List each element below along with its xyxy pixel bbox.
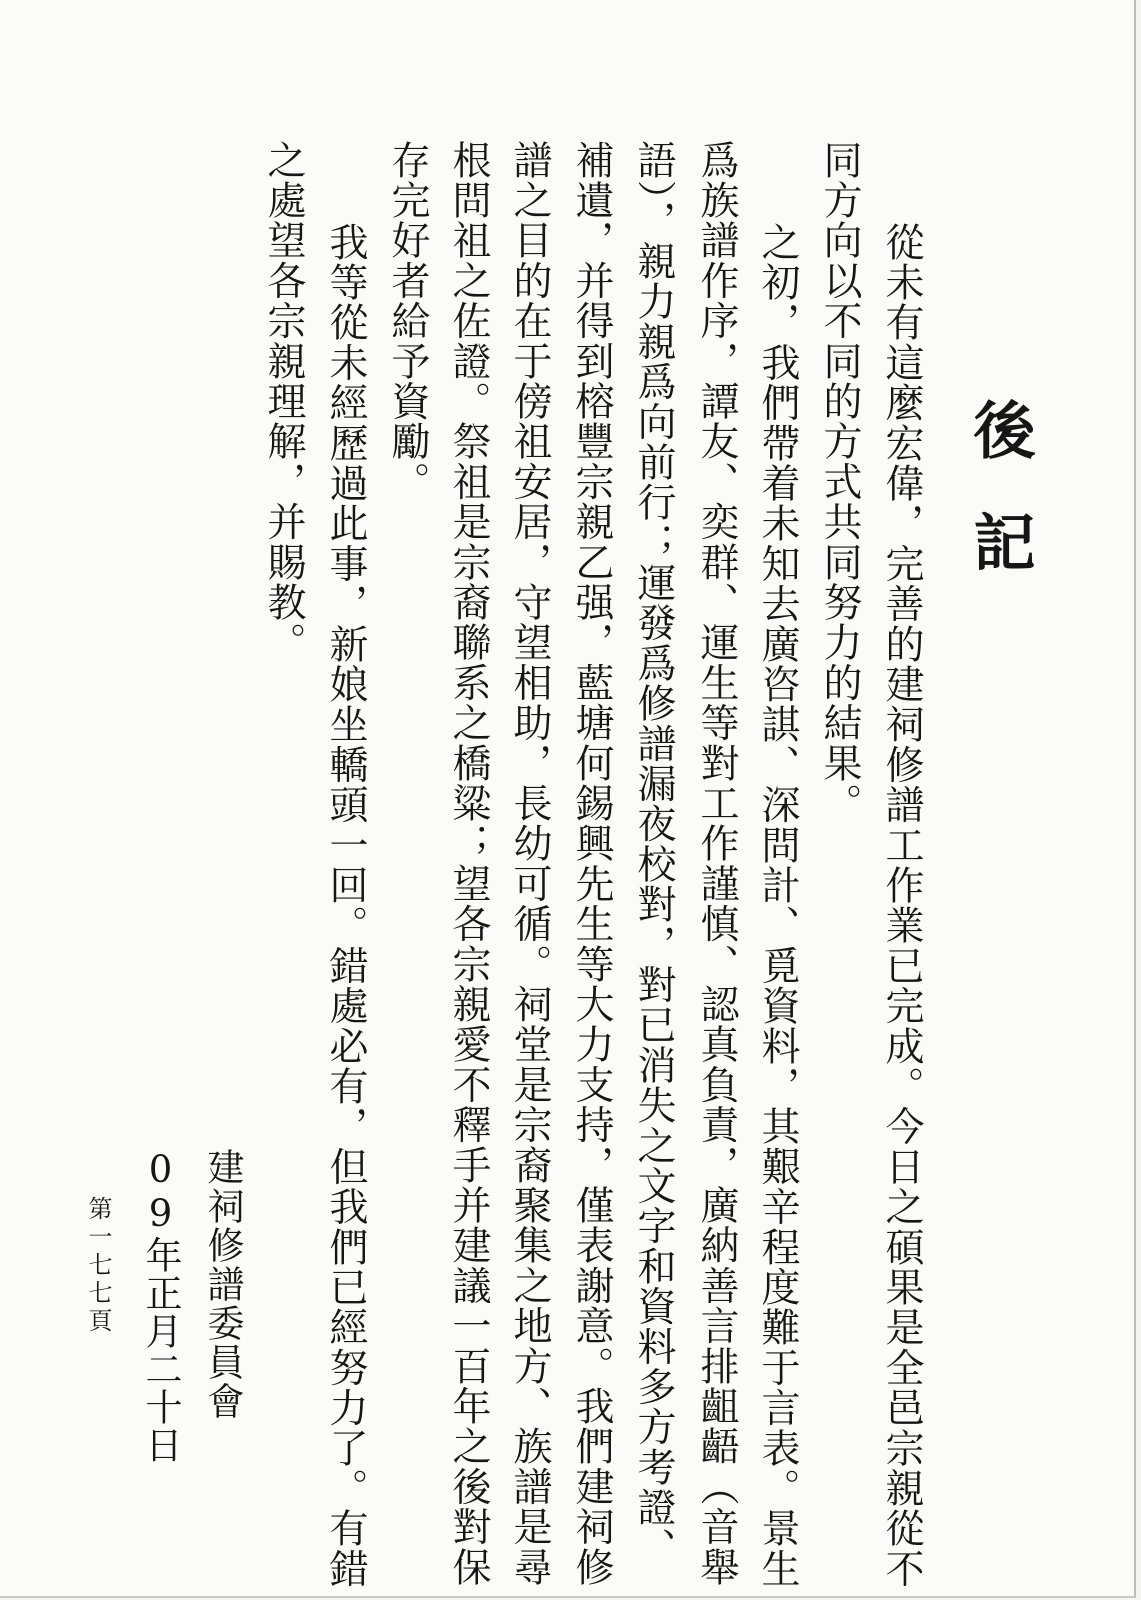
title-char-1: 後 [963, 398, 1036, 460]
paragraph-2-line-6: 根問祖之佐證。祭祖是宗裔聯系之橋粱；望各宗親愛不釋手并建議一百年之後對保 [446, 140, 491, 1588]
paragraph-3-line-2: 之處望各宗親理解，并賜教。 [261, 140, 306, 663]
page-number: 第一七七頁 [84, 1196, 112, 1336]
paragraph-2-line-5: 譜之目的在于傍祖安居，守望相助，長幼可循。祠堂是宗裔聚集之地方、族譜是尋 [507, 140, 552, 1588]
title-char-2: 記 [963, 510, 1036, 572]
paragraph-2-line-2: 爲族譜作序，譚友、奕群、運生等對工作謹慎、認真負責，廣納善言排齟齬（音舉 [694, 140, 739, 1588]
paragraph-1-line-2: 同方向以不同的方式共同努力的結果。 [817, 140, 862, 824]
paragraph-3-line-1: 我等從未經歷過此事，新娘坐轎頭一回。錯處必有，但我們已經努力了。有錯 [323, 222, 368, 1589]
paragraph-2-line-7: 存完好者給予資勵。 [385, 140, 430, 502]
paragraph-2-line-4: 補遺，并得到榕豐宗親乙强，藍塘何錫興先生等大力支持，僅表謝意。我們建祠修 [569, 140, 614, 1588]
paragraph-2-line-3: 語），親力親爲向前行；運發爲修譜漏夜校對，對已消失之文字和資料多方考證、 [631, 140, 676, 1568]
signature-committee: 建祠修譜委員會 [201, 1148, 244, 1421]
paragraph-1-line-1: 從未有這麼宏偉，完善的建祠修譜工作業已完成。今日之碩果是全邑宗親從不 [879, 222, 924, 1589]
paragraph-2-line-1: 之初，我們帶着未知去廣咨諆、深問計、覓資料，其艱辛程度難于言表。景生 [755, 222, 800, 1589]
signature-date: 09年正月二十日 [139, 1148, 182, 1464]
